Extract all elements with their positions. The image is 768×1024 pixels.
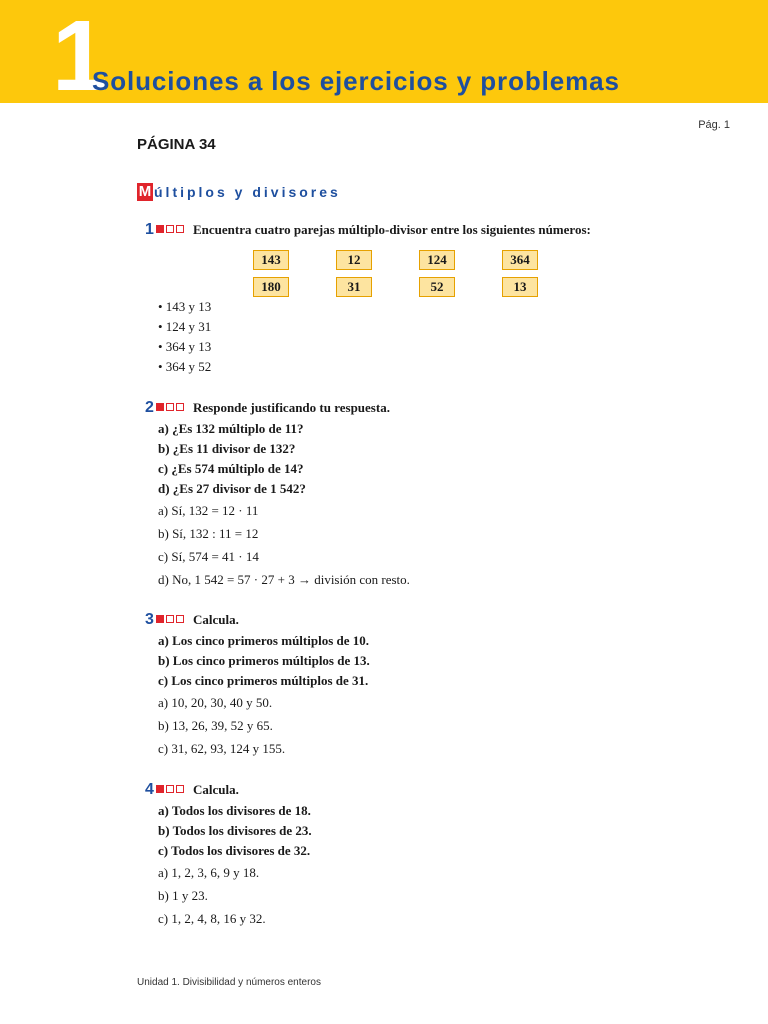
difficulty-indicator (156, 225, 184, 233)
exercise-2 (0, 399, 768, 591)
exercise-number: 4 (145, 781, 154, 798)
answer-line: a) 1, 2, 3, 6, 9 y 18. (158, 865, 260, 880)
subquestion: a) ¿Es 132 múltiplo de 11? (158, 421, 304, 436)
difficulty-square (176, 615, 184, 623)
answer-line: d) No, 1 542 = 57 · 27 + 3 → división con resto. (158, 572, 410, 587)
answer-line: • 124 y 31 (158, 319, 212, 334)
exercise-prompt: Calcula. (193, 782, 239, 797)
unit-number: 1 (52, 0, 108, 112)
exercise-number: 3 (145, 611, 154, 628)
number-box: 124 (419, 250, 455, 270)
subquestion: b) Todos los divisores de 23. (158, 823, 312, 838)
exercise-1 (0, 221, 768, 241)
page-number: Pág. 1 (698, 119, 730, 131)
header-banner (0, 0, 768, 112)
difficulty-square (166, 403, 174, 411)
subquestion: d) ¿Es 27 divisor de 1 542? (158, 481, 306, 496)
exercise-3 (0, 611, 768, 760)
number-grid (253, 250, 538, 297)
difficulty-indicator (156, 403, 184, 411)
answer-line: a) Sí, 132 = 12 · 11 (158, 503, 259, 518)
subquestion: b) ¿Es 11 divisor de 132? (158, 441, 296, 456)
number-box: 31 (336, 277, 372, 297)
answer-line: a) 10, 20, 30, 40 y 50. (158, 695, 273, 710)
difficulty-square-filled (156, 785, 164, 793)
exercise-4 (0, 781, 768, 930)
number-box: 180 (253, 277, 289, 297)
difficulty-square (166, 225, 174, 233)
difficulty-square (176, 785, 184, 793)
page-heading: PÁGINA 34 (137, 136, 216, 153)
number-box: 364 (502, 250, 538, 270)
section-title-text: últiplos y divisores (154, 184, 341, 200)
subquestion: c) Todos los divisores de 32. (158, 843, 311, 858)
subquestion: c) ¿Es 574 múltiplo de 14? (158, 461, 304, 476)
difficulty-square-filled (156, 225, 164, 233)
difficulty-square (176, 403, 184, 411)
subquestion: a) Los cinco primeros múltiplos de 10. (158, 633, 370, 648)
answer-line: • 364 y 52 (158, 359, 212, 374)
subquestion: c) Los cinco primeros múltiplos de 31. (158, 673, 369, 688)
answer-line: b) 13, 26, 39, 52 y 65. (158, 718, 273, 733)
answer-line: b) Sí, 132 : 11 = 12 (158, 526, 259, 541)
difficulty-indicator (156, 785, 184, 793)
answer-line: b) 1 y 23. (158, 888, 208, 903)
page-footer: Unidad 1. Divisibilidad y números enteros (137, 977, 321, 988)
number-box: 52 (419, 277, 455, 297)
section-initial: M (138, 183, 152, 200)
difficulty-square (176, 225, 184, 233)
exercise-number: 2 (145, 399, 154, 416)
answer-line: c) 1, 2, 4, 8, 16 y 32. (158, 911, 266, 926)
exercise-number: 1 (145, 221, 154, 238)
answer-line: • 143 y 13 (158, 299, 212, 314)
difficulty-square (166, 785, 174, 793)
exercise-prompt: Encuentra cuatro parejas múltiplo-divisor entre los siguientes números: (193, 222, 591, 237)
number-box: 143 (253, 250, 289, 270)
section-title (137, 183, 341, 201)
answer-line: c) Sí, 574 = 41 · 14 (158, 549, 259, 564)
answer-line: c) 31, 62, 93, 124 y 155. (158, 741, 286, 756)
difficulty-indicator (156, 615, 184, 623)
subquestion: a) Todos los divisores de 18. (158, 803, 311, 818)
answer-line: • 364 y 13 (158, 339, 212, 354)
page-title: Soluciones a los ejercicios y problemas (92, 66, 620, 96)
subquestion: b) Los cinco primeros múltiplos de 13. (158, 653, 370, 668)
exercise-1-answers (0, 297, 768, 377)
difficulty-square (166, 615, 174, 623)
exercise-prompt: Calcula. (193, 612, 239, 627)
number-box: 13 (502, 277, 538, 297)
difficulty-square-filled (156, 615, 164, 623)
difficulty-square-filled (156, 403, 164, 411)
exercise-prompt: Responde justificando tu respuesta. (193, 400, 390, 415)
number-box: 12 (336, 250, 372, 270)
